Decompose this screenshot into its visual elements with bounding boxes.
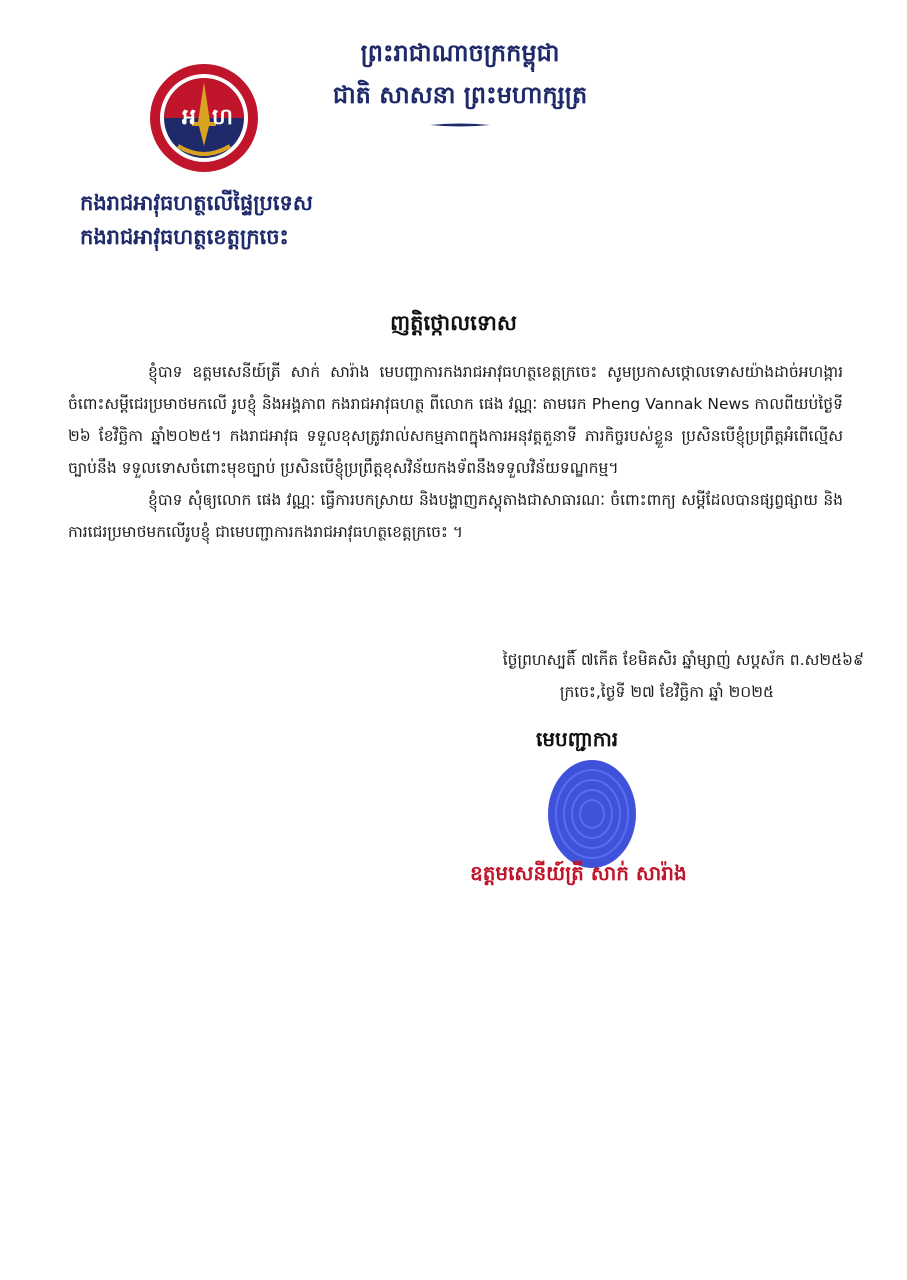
signatory-name: ឧត្តមសេនីយ៍ត្រី សាក់ សារ៉ាង — [470, 861, 687, 885]
document-title: ញត្តិថ្កោលទោស — [390, 311, 517, 335]
unit-provincial: កងរាជអាវុធហត្ថខេត្តក្រចេះ — [80, 225, 289, 249]
nation-motto: ជាតិ សាសនា ព្រះមហាក្សត្រ — [332, 80, 588, 109]
svg-text:អ: អ — [182, 105, 196, 130]
unit-national: កងរាជអាវុធហត្ថលើផ្ទៃប្រទេស — [80, 191, 313, 215]
divider-ornament — [430, 123, 490, 127]
date-block — [374, 644, 864, 708]
kingdom-header — [300, 36, 620, 131]
unit-heading — [80, 186, 313, 254]
paragraph-request: ខ្ញុំបាទ សុំឲ្យលោក ផេង វណ្ណៈ ធ្វើការបកស្រាយ និងបង្ហាញភស្តុតាងជាសាធារណៈ ចំពោះពាក្យ សម្ដីដែលបានផ្សព្វផ្សាយ និងការជេរប្រមាថមកលើរូបខ្ញុំ ជាមេបញ្ជាការកងរាជអាវុធហត្ថខេត្តក្រចេះ ។ — [68, 491, 843, 541]
lunar-date: ថ្ងៃព្រហស្បតិ៍ ៧កើត ខែមិគសិរ ឆ្នាំម្សាញ់ សប្តស័ក ព.ស២៥៦៩ — [502, 651, 864, 669]
document-body — [68, 356, 843, 548]
military-police-emblem — [148, 62, 260, 174]
kingdom-title: ព្រះរាជាណាចក្រកម្ពុជា — [360, 38, 560, 67]
svg-text:ហ: ហ — [212, 105, 233, 130]
signatory-title: មេបញ្ជាការ — [536, 727, 619, 751]
thumbprint-icon — [532, 752, 652, 872]
solar-date: ក្រចេះ,ថ្ងៃទី ២៧ ខែវិច្ឆិកា ឆ្នាំ ២០២៥ — [559, 683, 774, 701]
paragraph-condemnation: ខ្ញុំបាទ ឧត្តមសេនីយ៍ត្រី សាក់ សារ៉ាង មេបញ្ជាការកងរាជអាវុធហត្ថខេត្តក្រចេះ សូមប្រកាសថ្កោលទោសយ៉ាងដាច់អហង្ការចំពោះសម្ដីជេរប្រមាថមកលើ រូបខ្ញុំ និងអង្គភាព កងរាជអាវុធហត្ថ ពីលោក ផេង វណ្ណៈ តាមរេក Pheng Vannak News កាលពីយប់ថ្ងៃទី ២៦ ខែវិច្ឆិកា ឆ្នាំ២០២៥។ កងរាជអាវុធ ទទួលខុសត្រូវរាល់សកម្មភាពក្នុងការអនុវត្តតួនាទី ភារកិច្ចរបស់ខ្លួន ប្រសិនបើខ្ញុំប្រព្រឹត្តអំពើល្មើសច្បាប់នឹង ទទួលទោសចំពោះមុខច្បាប់ ប្រសិនបើខ្ញុំប្រព្រឹត្តខុសវិន័យកងទ័ពនឹងទទួលវិន័យទណ្ឌកម្ម។ — [68, 363, 843, 477]
